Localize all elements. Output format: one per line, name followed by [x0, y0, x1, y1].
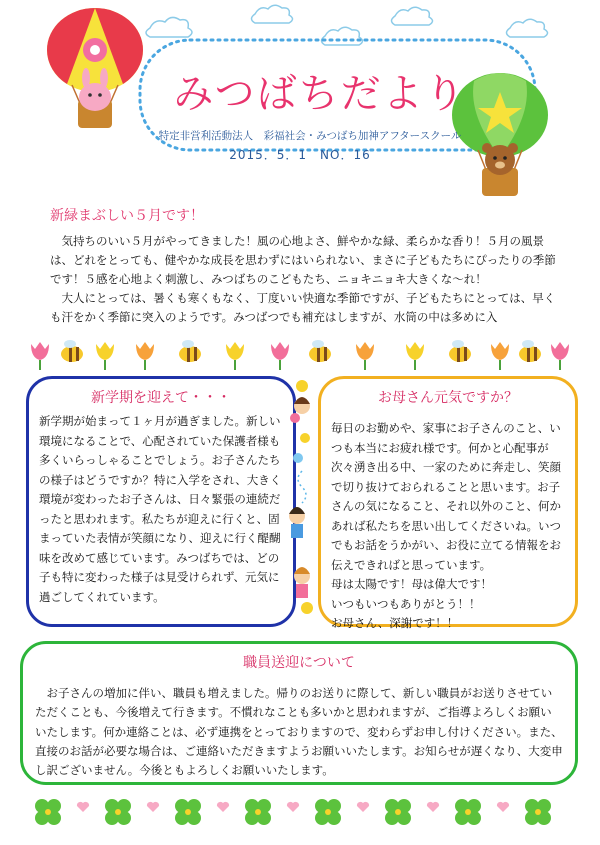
- staff-pickup-box: [20, 641, 578, 785]
- box-body: [35, 684, 563, 780]
- tulip-icon: [31, 342, 569, 370]
- bunny-icon: [79, 83, 111, 111]
- clover-border: [20, 792, 580, 832]
- section-heading: 新緑まぶしい５月です！: [50, 208, 204, 224]
- balloon-left-icon: [47, 8, 143, 128]
- child-icon: [289, 397, 310, 598]
- box-paragraph: 毎日のお勤めや、家事にお子さんのこと、いつも本当にお疲れ様です。何かと心配事が次々湧き出る中、一家のために奔走し、笑顔で切り抜けておられることと思います。お子さんの気になること、それ以外のこと、何かあれば私たちを思い出してくださいね。いつでもお話をうかがい、お役に立てる情報をお伝えできればと思っています。: [331, 421, 561, 572]
- issue-date: 2015．5．1 NO．16: [229, 148, 371, 162]
- box-heading: 新学期を迎えて・・・: [91, 390, 231, 406]
- box-line: 母は太陽です！母は偉大です！: [331, 577, 492, 591]
- box-paragraph: お子さんの増加に伴い、職員も増えました。帰りのお送りに際して、新しい職員がお送りさせていただくことも、今後増えて行きます。不慣れなことも多いかと思われますが、ご指導よろしくお願いいたします。何か連絡ことは、必ず連携をとっておりますので、変わらずお申し付けください。また、直接のお話が必要な場合は、ご連絡いただきますようお願いいたします。お知らせが遅くなり、大変申し訳ございません。今後ともよろしくお願いいたします。: [35, 686, 563, 778]
- box-heading: お母さん元気ですか？: [378, 390, 518, 406]
- center-decoration: [283, 376, 321, 626]
- bee-icon: [61, 340, 541, 362]
- flower-border: [20, 340, 580, 372]
- box-heading: 職員送迎について: [243, 655, 355, 671]
- box-body: 新学期が始まって１ヶ月が過ぎました。新しい環境になることで、心配されていた保護者様も多くいらっしゃることでしょう。お子さんたちの様子はどうですか？特に入学をされ、大きく環境が変わったお子さんは、日々緊張の連続だったと思われます。私たちが迎えに行くと、固まっていた表情が笑顔になり、迎えに行く醍醐味を改めて感じています。みつばちでは、どの子も特に変わった様子は見受けられず、元気に過ごしてくれています。: [39, 414, 282, 604]
- mother-box: [318, 376, 578, 630]
- heart-icon: [77, 802, 509, 812]
- box-line: お母さん、深謝です！！: [331, 616, 459, 630]
- box-body: [331, 419, 567, 634]
- new-term-box: [26, 376, 296, 627]
- paragraph: 気持ちのいい５月がやってきました！風の心地よさ、鮮やかな緑、柔らかな香り！５月の風景は、どれをとっても、健やかな成長を思わずにはいられない、まさに子どもたちにぴったりの季節です！５感を心地よく刺激し、みつばちのこどもたち、ニョキニョキ大きくな〜れ！: [50, 234, 556, 286]
- organization-name: 特定非営利活動法人 彩福社会・みつばち加神アフタースクール: [158, 130, 462, 142]
- box-line: いつもいつもありがとう！！: [331, 596, 481, 611]
- paragraph: 大人にとっては、暑くも寒くもなく、丁度いい快適な季節ですが、子どもたちにとっては、早くも汗をかく季節に突入のようです。みつばつでも補充はしますが、水筒の中は多めに入: [50, 291, 556, 324]
- newsletter-title: みつばちだより: [173, 71, 467, 117]
- section-body: [50, 232, 565, 342]
